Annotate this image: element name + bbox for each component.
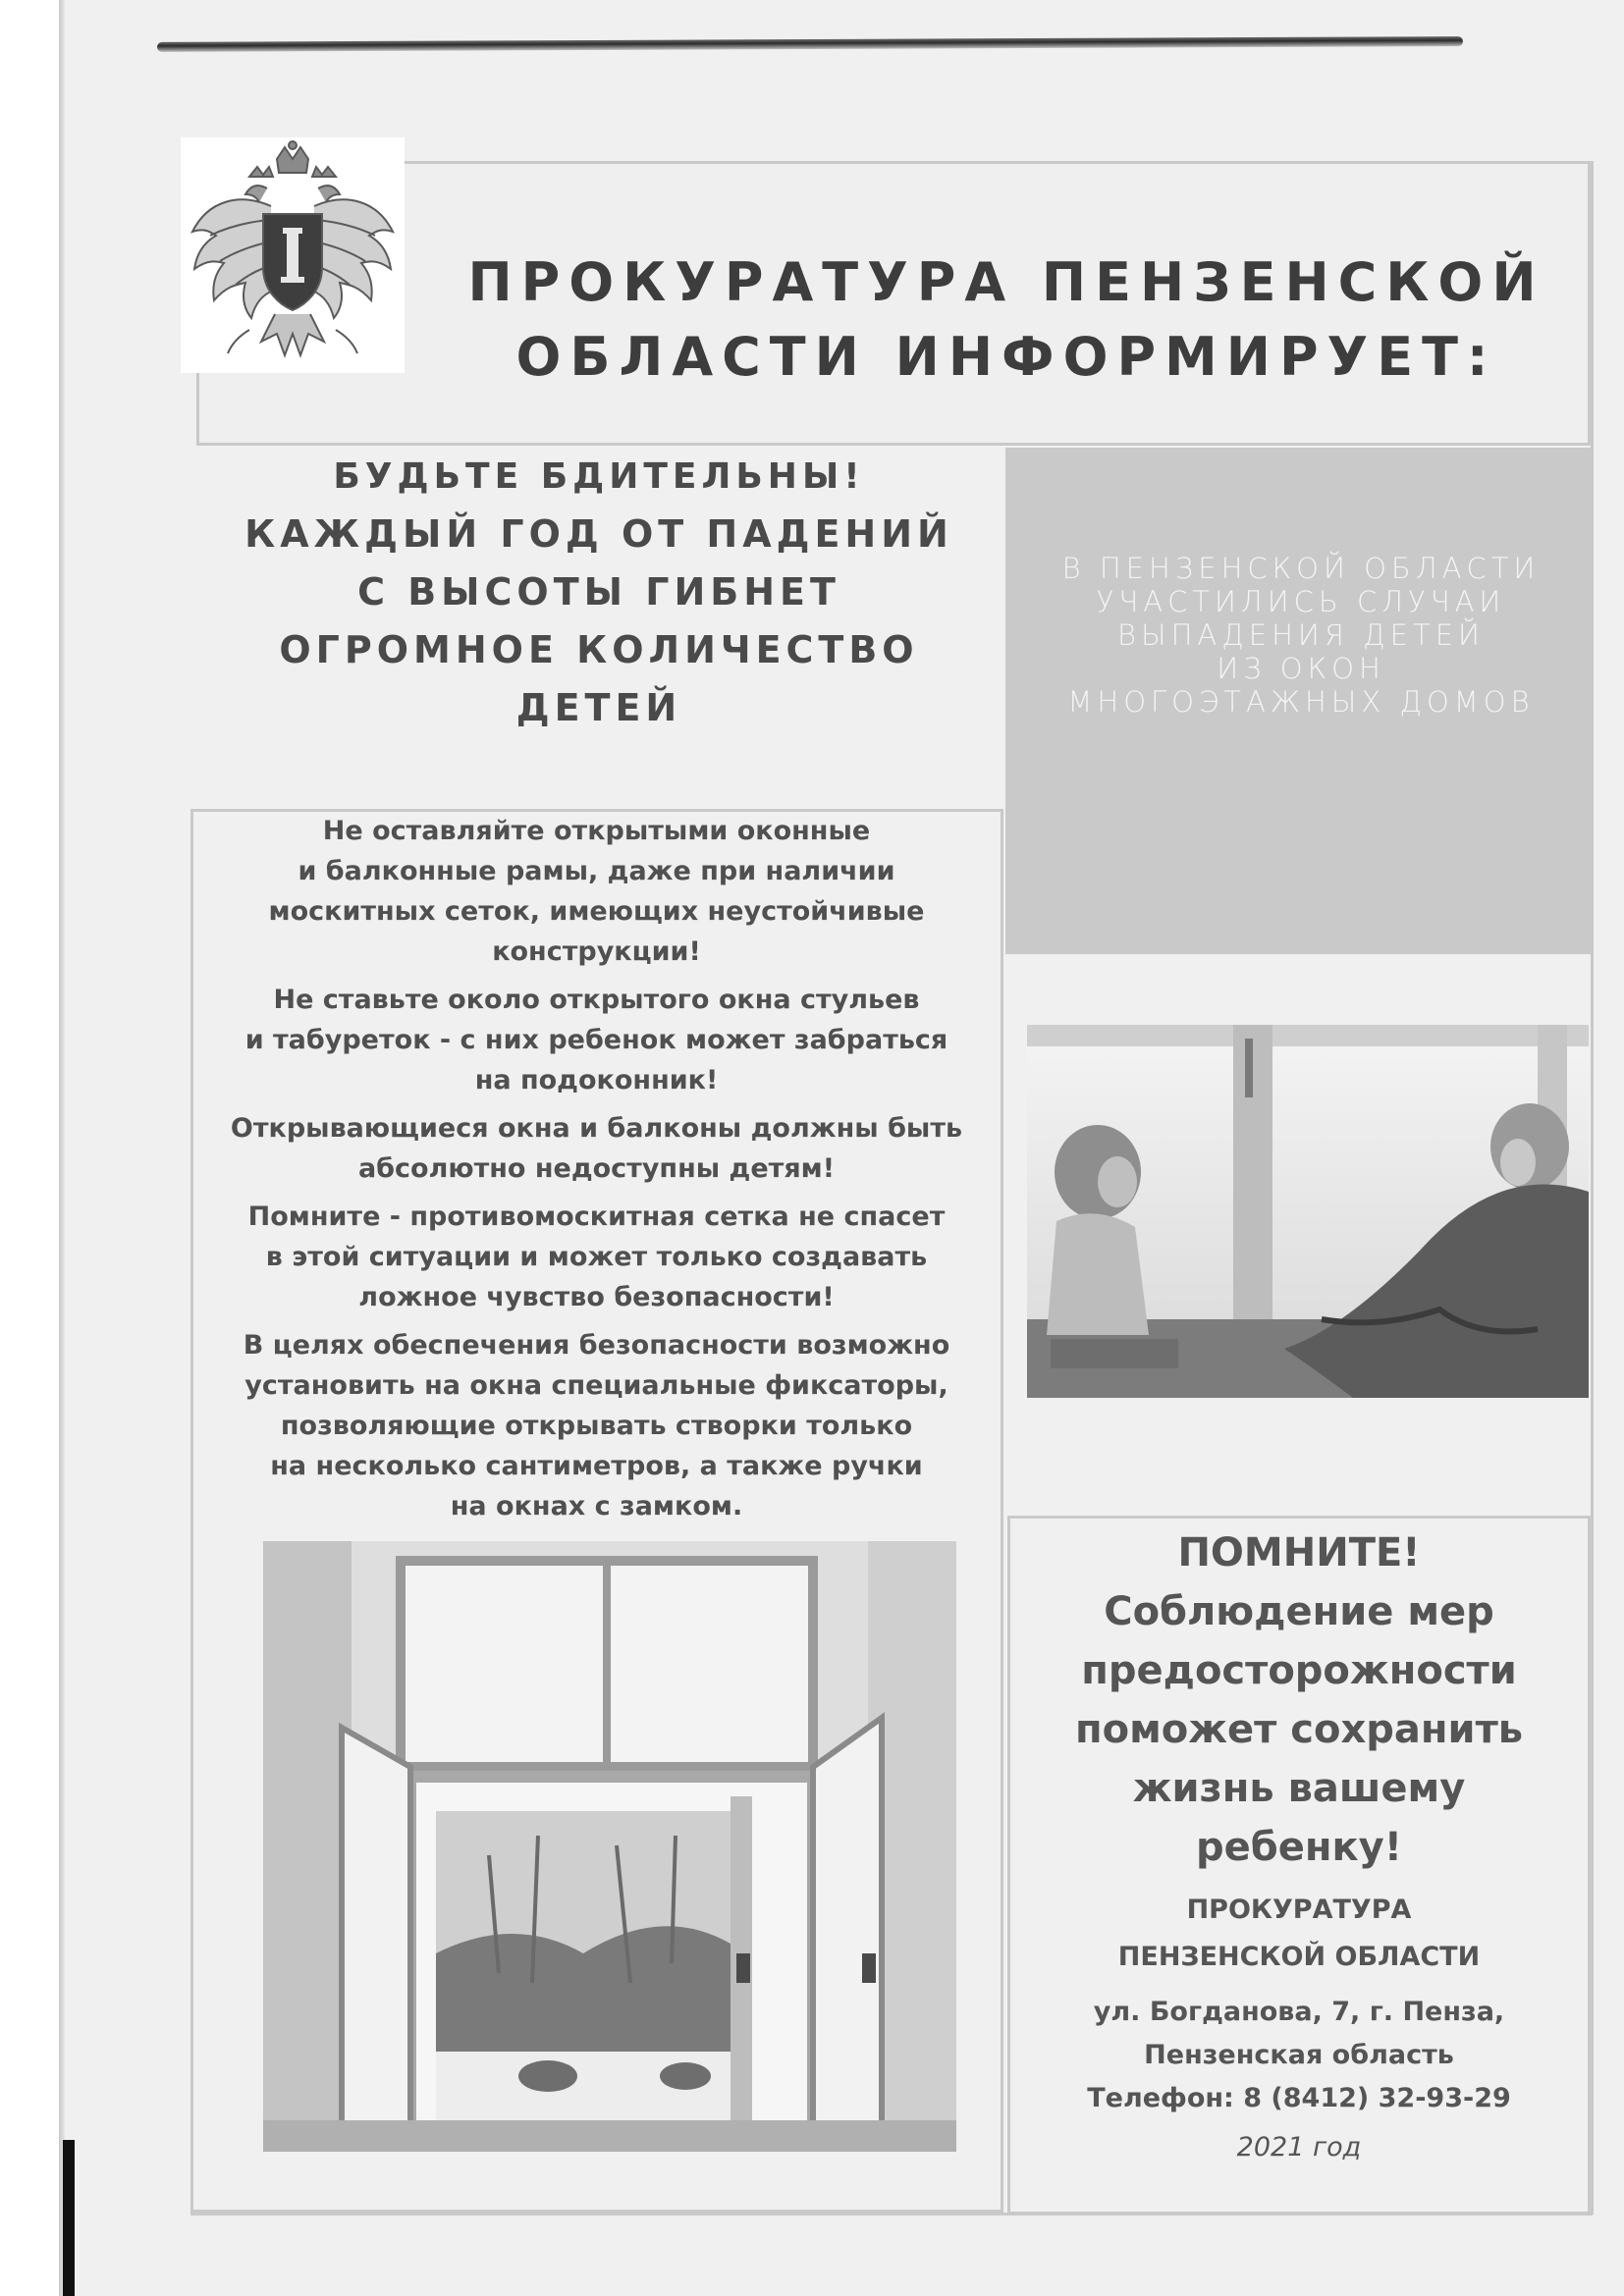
notice-line-1: В ПЕНЗЕНСКОЙ ОБЛАСТИ: [1061, 552, 1541, 585]
warning-line-2: КАЖДЫЙ ГОД ОТ ПАДЕНИЙ: [244, 512, 953, 556]
address-line: ул. Богданова, 7, г. Пенза,: [1093, 1997, 1505, 2027]
warning-line-1: БУДЬТЕ БДИТЕЛЬНЫ!: [333, 456, 865, 497]
remember-line: ПОМНИТЕ!: [1177, 1530, 1421, 1575]
photo-illustration: [263, 1541, 956, 2152]
remember-line: Соблюдение мер: [1104, 1589, 1494, 1634]
children-by-window-photo: [1027, 1025, 1589, 1398]
notice-line-5: МНОГОЭТАЖНЫХ ДОМОВ: [1067, 685, 1535, 719]
notice-line-2: УЧАСТИЛИСЬ СЛУЧАИ: [1096, 585, 1506, 618]
publication-year: 2021 год: [1236, 2132, 1362, 2163]
tip-line: абсолютно недоступны детям!: [357, 1153, 836, 1184]
page-title: [452, 245, 1561, 395]
tip-line: установить на окна специальные фиксаторы,: [244, 1370, 948, 1401]
phone-number: Телефон: 8 (8412) 32-93-29: [1087, 2083, 1511, 2113]
emblem-graphic: [181, 137, 405, 373]
page-title-line-2: ОБЛАСТИ ИНФОРМИРУЕТ:: [515, 326, 1497, 388]
remember-text: [1013, 1518, 1585, 2169]
remember-line: ребенку!: [1196, 1825, 1402, 1870]
warning-line-5: ДЕТЕЙ: [515, 686, 682, 729]
tip-paragraph: [216, 811, 977, 972]
tip-line: на окнах с замком.: [450, 1491, 743, 1522]
notice-line-3: ВЫПАДЕНИЯ ДЕТЕЙ: [1117, 618, 1485, 652]
tip-line: позволяющие открывать створки только: [280, 1411, 913, 1441]
tip-paragraph: [216, 980, 977, 1100]
warning-line-4: ОГРОМНОЕ КОЛИЧЕСТВО: [279, 628, 919, 671]
page-title-line-1: ПРОКУРАТУРА ПЕНЗЕНСКОЙ: [467, 251, 1545, 313]
address-line: Пензенская область: [1144, 2040, 1454, 2070]
photo-illustration: [1027, 1025, 1589, 1398]
tip-line: на подоконник!: [474, 1065, 719, 1095]
double-headed-eagle-emblem-icon: [181, 137, 405, 373]
frame-border-right: [1591, 161, 1594, 2215]
tip-line: Не оставляйте открытыми оконные: [322, 816, 871, 846]
tip-line: Помните - противомоскитная сетка не спасет: [247, 1201, 946, 1232]
tip-line: В целях обеспечения безопасности возможно: [243, 1330, 950, 1361]
tip-line: и балконные рамы, даже при наличии: [298, 856, 895, 886]
organization-name: [1013, 1887, 1585, 1981]
remember-line: поможет сохранить: [1074, 1707, 1524, 1752]
organization-line: ПРОКУРАТУРА: [1186, 1895, 1412, 1925]
remember-line: жизнь вашему: [1132, 1766, 1466, 1811]
tip-line: и табуреток - с них ребенок может забраться: [244, 1025, 948, 1055]
open-window-photo: [263, 1541, 956, 2152]
tip-paragraph: [216, 1108, 977, 1189]
scan-edge-mark: [63, 2140, 75, 2296]
tip-line: на несколько сантиметров, а также ручки: [270, 1451, 923, 1481]
page-edge-shadow: [59, 0, 65, 2296]
tip-paragraph: [216, 1197, 977, 1317]
warning-line-3: С ВЫСОТЫ ГИБНЕТ: [357, 570, 840, 614]
contact-address: [1013, 1991, 1585, 2120]
tip-line: конструкции!: [492, 936, 701, 967]
warning-heading: [236, 450, 962, 736]
scan-margin: [0, 0, 63, 2296]
frame-border-bottom: [190, 2213, 1593, 2216]
notice-line-4: ИЗ ОКОН: [1217, 652, 1385, 685]
organization-line: ПЕНЗЕНСКОЙ ОБЛАСТИ: [1117, 1942, 1481, 1972]
tip-line: в этой ситуации и может только создавать: [265, 1242, 928, 1272]
remember-line: предосторожности: [1081, 1648, 1517, 1693]
tip-paragraph: [216, 1325, 977, 1526]
safety-tips: [216, 811, 977, 1534]
tip-line: Открывающиеся окна и балконы должны быть: [230, 1113, 963, 1144]
tip-line: москитных сеток, имеющих неустойчивые: [268, 896, 925, 927]
notice-text: [1011, 552, 1591, 719]
tip-line: Не ставьте около открытого окна стульев: [273, 985, 920, 1015]
remember-message: [1013, 1523, 1585, 1877]
tip-line: ложное чувство безопасности!: [358, 1282, 835, 1312]
